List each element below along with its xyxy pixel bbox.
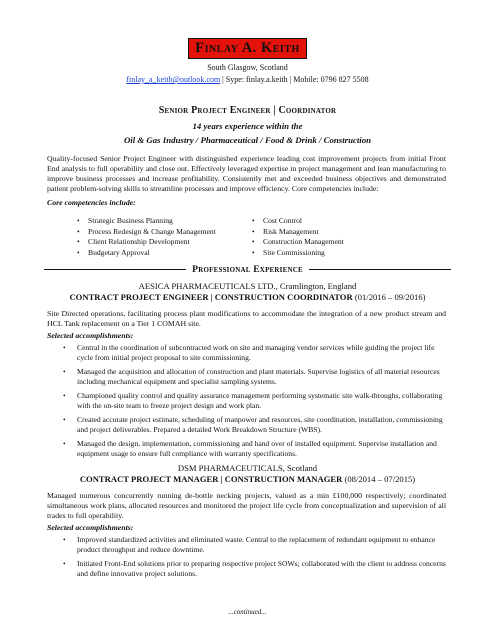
accomplishments-label: Selected accomplishments: [47,331,134,341]
competency-item: • Site Commissioning [252,248,344,259]
job-role [0,474,495,484]
job-title: CONTRACT PROJECT MANAGER | CONSTRUCTION MANAGER [79,474,343,485]
job-company: AESICA PHARMACEUTICALS LTD., Cramlington, England [138,281,357,292]
competency-item: • Budgetary Approval [77,248,252,259]
accomplishments-label: Selected accomplishments: [47,523,134,533]
competency-item: • Risk Management [252,227,344,238]
job-description: Site Directed operations, facilitating process plant modifications to accommodate the integration of a new product stream and HCL Tank replacement on a Tier 1 COMAH site. [47,309,446,329]
competencies-label: Core competencies include: [47,198,136,207]
summary-paragraph: Quality-focused Senior Project Engineer with distinguished experience leading cost improvement projects from initial Front End analysis to full operability and close out. Effectively leveraged expertise in project management and lean manufacturing to improve business processes and increase profitability. Consistently met and exceeded business objectives and demonstrated patient problem-solving skills to streamline processes and improve efficiency. Core competencies include: [47,154,446,193]
accomplishment-item: • Improved standardized activities and eliminated waste. Central to the replacement of redundant equipment to enhance product throughput and reduce downtime. [63,535,446,555]
email-link[interactable]: finlay_a_keith@outlook.com [126,75,221,84]
divider [309,269,451,270]
accomplishment-item: • Championed quality control and quality assurance management performing systematic site walk-throughs, collaborating with the on-site team to freeze project design and work plan. [63,391,446,411]
profile-title: Senior Project Engineer | Coordinator [158,105,337,116]
competencies-left [77,216,252,258]
industries: Oil & Gas Industry / Pharmaceutical / Food & Drink / Construction [123,135,372,145]
accomplishment-item: • Managed the design, implementation, commissioning and hand over of installed equipment. Supervise installation and equipment usage to ensure full compliance with warranty specifications. [63,439,446,459]
divider [44,269,186,270]
accomplishment-item: • Managed the acquisition and allocation of construction and plant materials. Supervise logistics of all material resources including mechanical equipment and specialist sampling systems. [63,367,446,387]
competency-item: • Client Relationship Development [77,237,252,248]
competency-item: • Cost Control [252,216,344,227]
accomplishment-item: • Created accurate project estimate, scheduling of manpower and resources, site coordination, installation, commissioning and project deliverables. Prepared a detailed Work Breakdown Structure (WBS). [63,415,446,435]
contact-line [0,75,495,84]
experience-heading-row [44,264,451,275]
competencies-list [77,216,495,258]
accomplishments-list [63,535,446,579]
experience-heading: Professional Experience [192,264,303,276]
job-company: DSM PHARMACEUTICALS, Scotland [177,463,318,474]
competency-item: • Process Redesign & Change Management [77,227,252,238]
job-dates: (08/2014 – 07/2015) [342,474,416,485]
competencies-right [252,216,344,258]
location: South Glasgow, Scotland [207,63,288,72]
accomplishment-item: • Initiated Front-End solutions prior to preparing respective project SOWs; collaborated with the client to address concerns and define innovative project solutions. [63,559,446,579]
candidate-name: Finlay A. Keith [188,38,307,59]
accomplishments-list [63,343,446,459]
name-header [0,0,495,59]
job-title: CONTRACT PROJECT ENGINEER | CONSTRUCTION COORDINATOR [69,292,353,303]
job-role [0,292,495,302]
contact-details: | Sype: finlay.a.keith | Mobile: 0796 827 5508 [220,75,369,84]
competency-item: • Strategic Business Planning [77,216,252,227]
job-description: Managed numerous concurrently running de-bottle necking projects, valued as a min £100,000 respectively; coordinated simultaneous work plans, allocated resources and monitored the project life cycle from conceptualization and supervision of all trades to full operability. [47,491,446,521]
accomplishment-item: • Central in the coordination of subcontracted work on site and managing vendor services while guiding the project life cycle from initial project proposal to site commissioning. [63,343,446,363]
job-dates: (01/2016 – 09/2016) [352,292,426,303]
continued-note: ...continued... [228,608,267,616]
experience-years: 14 years experience within the [192,121,303,131]
competency-item: • Construction Management [252,237,344,248]
